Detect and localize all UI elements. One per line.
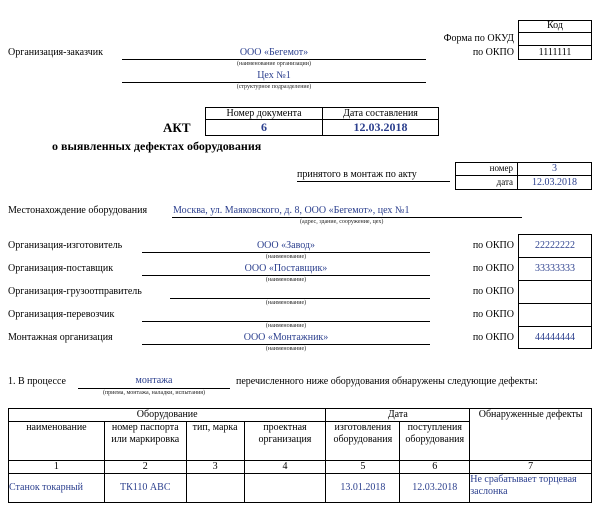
col-number: 3 [186,461,244,474]
org-label: Организация-поставщик [8,263,114,274]
col-number: 1 [9,461,105,474]
okpo-col-line-1 [518,257,592,258]
okud-label: Форма по ОКУД [443,33,514,44]
col-number: 6 [400,461,470,474]
org-label: Организация-изготовитель [8,240,123,251]
install-num-value: 3 [552,163,557,174]
group-equipment-header: Оборудование [9,409,326,422]
install-line [297,181,450,182]
org-value: ООО «Монтажник» [243,332,329,343]
install-date-label: дата [496,177,513,187]
okpo-label: по ОКПО [472,47,514,58]
customer-label: Организация-заказчик [8,47,104,58]
col-project-header: проектная организация [244,422,326,461]
org-value: ООО «Поставщик» [244,263,328,274]
customer-caption: (наименование организации) [237,61,311,67]
org-label: Организация-перевозчик [8,309,115,320]
col-number: 4 [244,461,326,474]
table-number-row [9,461,592,474]
location-caption: (адрес, здание, сооружение, цех) [300,219,384,225]
unit-line [122,82,426,83]
col-made-header: изготовления оборудования [326,422,400,461]
table-row [9,474,592,503]
doc-date-header: Дата составления [343,108,418,119]
defects-table [8,408,592,503]
org-line [170,298,430,299]
location-label: Местонахождение оборудования [8,205,148,216]
group-date-header: Дата [326,409,470,422]
doc-number: 6 [261,120,267,134]
org-okpo-value: 22222222 [535,240,575,251]
table-group-header-row [9,409,592,422]
location-line [172,217,522,218]
okpo-col-line-3 [518,303,592,304]
org-okpo-label: по ОКПО [472,263,514,274]
org-okpo-label: по ОКПО [472,332,514,343]
org-okpo-value: 44444444 [535,332,575,343]
code-header: Код [547,20,563,31]
org-okpo-value: 33333333 [535,263,575,274]
okud-box [518,32,592,46]
location-value: Москва, ул. Маяковского, д. 8, ООО «Бегемот», цех №1 [173,205,410,216]
col-name-header: наименование [9,422,105,461]
col-number: 7 [470,461,592,474]
customer-line [122,59,426,60]
org-line [142,321,430,322]
org-okpo-label: по ОКПО [472,240,514,251]
process-value: монтажа [135,375,173,386]
install-date-value: 12.03.2018 [532,177,577,188]
doc-title: АКТ [163,120,191,135]
col-number: 2 [104,461,186,474]
unit-value: Цех №1 [257,70,291,81]
org-caption: (наименование) [265,323,307,329]
row-project [244,474,326,503]
process-suffix: перечисленного ниже оборудования обнаружены следующие дефекты: [236,376,538,387]
row-name: Станок токарный [9,474,105,503]
install-mid-line [455,175,592,176]
col-type-header: тип, марка [186,422,244,461]
customer-value: ООО «Бегемот» [239,47,309,58]
defects-header: Обнаруженные дефекты [470,409,592,461]
org-caption: (наименование) [265,277,307,283]
org-line [142,344,430,345]
okpo-col-line-2 [518,280,592,281]
org-okpo-label: по ОКПО [472,309,514,320]
row-made: 13.01.2018 [326,474,400,503]
org-label: Монтажная организация [8,332,113,343]
process-prefix: 1. В процессе [8,376,66,387]
org-label: Организация-грузоотправитель [8,286,142,297]
org-okpo-label: по ОКПО [472,286,514,297]
row-passport: ТК110 АВС [104,474,186,503]
col-passport-header: номер паспорта или маркировка [104,422,186,461]
process-caption: (приема, монтажа, наладки, испытания) [102,390,206,396]
doc-date: 12.03.2018 [353,120,408,134]
col-received-header: поступления оборудования [400,422,470,461]
col-number: 5 [326,461,400,474]
row-received: 12.03.2018 [400,474,470,503]
doc-subtitle: о выявленных дефектах оборудования [52,139,262,153]
process-line [78,388,230,389]
install-num-label: номер [489,163,513,173]
row-type [186,474,244,503]
org-line [142,275,430,276]
okpo-value: 1111111 [538,47,572,58]
org-caption: (наименование) [265,300,307,306]
org-value: ООО «Завод» [256,240,316,251]
install-label: принятого в монтаж по акту [297,169,417,180]
org-caption: (наименование) [265,346,307,352]
org-line [142,252,430,253]
doc-num-header: Номер документа [226,108,302,119]
org-caption: (наименование) [265,254,307,260]
row-defect: Не срабатывает торцевая заслонка [470,474,592,503]
okpo-col-line-4 [518,326,592,327]
unit-caption: (структурное подразделение) [236,84,312,90]
